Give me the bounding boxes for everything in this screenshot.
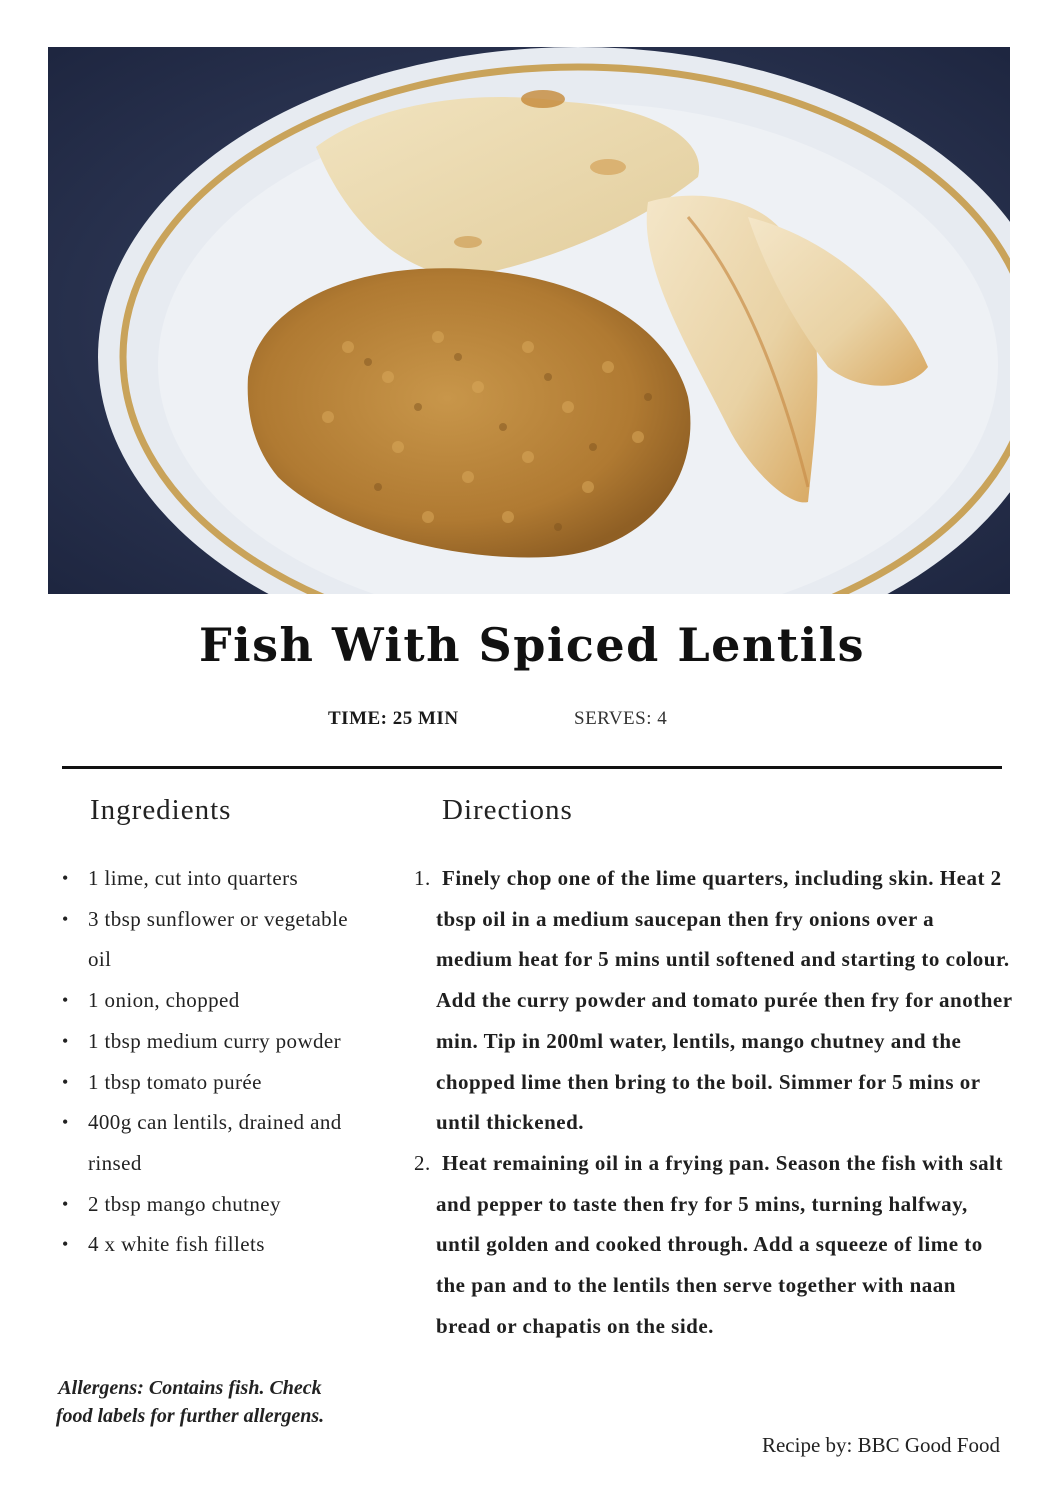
step-number: 1. — [414, 866, 431, 890]
direction-step — [414, 858, 1014, 1143]
recipe-credit: Recipe by: BBC Good Food — [761, 1433, 1000, 1457]
ingredient-item: • 1 onion, chopped — [62, 980, 362, 1021]
allergens-note: Allergens: Contains fish. Check food labels for further allergens. — [55, 1377, 325, 1427]
step-number: 2. — [414, 1150, 431, 1175]
ingredient-item: • 2 tbsp mango chutney — [62, 1184, 362, 1225]
ingredient-item: • 3 tbsp sunflower or vegetable oil — [62, 899, 362, 980]
recipe-photo — [48, 47, 1010, 594]
ingredient-item: • 1 lime, cut into quarters — [62, 858, 362, 899]
step-text: Finely chop one of the lime quarters, including skin. Heat 2 tbsp oil in a medium saucepan then fry onions over a medium heat for 5 mins until softened and starting to colour. Add the curry powder and tomato purée then fry for another min. Tip in 200ml water, lentils, mango chutney and the chopped lime then bring to the boil. Simmer for 5 mins or until thickened. — [436, 866, 1013, 1135]
section-divider — [62, 766, 1002, 769]
ingredient-item: • 4 x white fish fillets — [62, 1224, 362, 1265]
directions-list — [414, 858, 1014, 1346]
ingredient-item: • 400g can lentils, drained and rinsed — [62, 1102, 362, 1183]
ingredient-item: • 1 tbsp medium curry powder — [62, 1021, 362, 1062]
ingredients-list — [62, 858, 362, 1265]
directions-heading: Directions — [442, 794, 573, 826]
direction-step — [414, 1143, 1014, 1347]
ingredients-heading: Ingredients — [90, 794, 232, 826]
plate-of-fish-lentils-naan-icon — [48, 47, 1010, 594]
step-text: Heat remaining oil in a frying pan. Season the fish with salt and pepper to taste then fry for 5 mins, turning halfway, until golden and cooked through. Add a squeeze of lime to the pan and to the lentils then serve together with naan bread or chapatis on the side. — [436, 1150, 1003, 1338]
servings: SERVES: 4 — [574, 708, 668, 729]
recipe-title: Fish With Spiced Lentils — [199, 618, 865, 672]
ingredient-item: • 1 tbsp tomato purée — [62, 1062, 362, 1103]
prep-time: TIME: 25 MIN — [328, 708, 459, 729]
